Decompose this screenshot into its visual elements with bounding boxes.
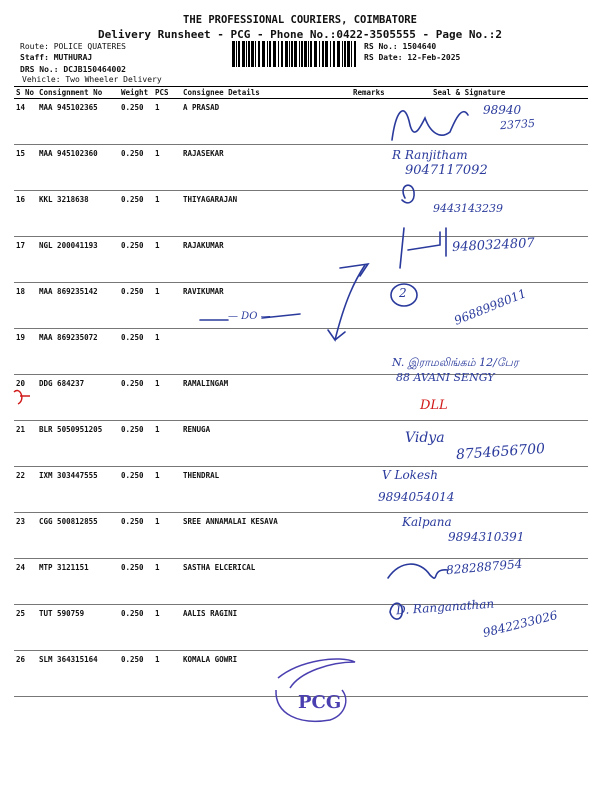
cell-consignee: AALIS RAGINI (181, 605, 351, 651)
cell-pcs: 1 (153, 329, 181, 375)
barcode-bar (238, 41, 240, 67)
barcode-bar (273, 41, 276, 67)
cell-sno: 21 (14, 421, 37, 467)
barcode-bar (278, 41, 279, 67)
cell-sno: 22 (14, 467, 37, 513)
cell-sno: 20 (14, 375, 37, 421)
cell-consignee (181, 329, 351, 375)
table-row (14, 145, 588, 191)
cell-remarks (351, 191, 411, 237)
barcode-bar (267, 41, 268, 67)
col-sno: S No (14, 87, 37, 99)
cell-consignment: NGL 200041193 (37, 237, 119, 283)
cell-consignment: MAA 869235142 (37, 283, 119, 329)
barcode-bar (269, 41, 271, 67)
cell-pcs: 1 (153, 375, 181, 421)
cell-pcs: 1 (153, 99, 181, 145)
cell-consignment: MAA 945102365 (37, 99, 119, 145)
barcode-bar (337, 41, 340, 67)
cell-consignment: BLR 5050951205 (37, 421, 119, 467)
hw-r22-name: Vidya (405, 430, 445, 446)
cell-weight: 0.250 (119, 513, 153, 559)
barcode-bar (325, 41, 328, 67)
cell-remarks (351, 421, 411, 467)
cell-remarks (351, 651, 411, 697)
cell-sno: 15 (14, 145, 37, 191)
cell-pcs: 1 (153, 559, 181, 605)
cell-sno: 17 (14, 237, 37, 283)
cell-pcs: 1 (153, 145, 181, 191)
company-name: THE PROFESSIONAL COURIERS, COIMBATORE (183, 14, 417, 26)
rs-number: RS No.: 1504640 (364, 42, 437, 51)
hw-r24-name: Kalpana (402, 515, 452, 529)
table-row (14, 467, 588, 513)
drs-number: DRS No.: DCJB150464002 (20, 65, 126, 74)
cell-weight: 0.250 (119, 421, 153, 467)
hw-r17-phone: 9480324807 (451, 235, 536, 256)
barcode-bar (255, 41, 256, 67)
hw-r16-phone: 9443143239 (433, 202, 503, 215)
cell-consignee: KOMALA GOWRI (181, 651, 351, 697)
cell-weight: 0.250 (119, 99, 153, 145)
cell-weight: 0.250 (119, 375, 153, 421)
cell-pcs: 1 (153, 467, 181, 513)
barcode-bar (344, 41, 346, 67)
cell-signature (411, 651, 588, 697)
hw-r22-phone: 8754656700 (455, 440, 546, 464)
cell-consignment: MAA 945102360 (37, 145, 119, 191)
cell-pcs: 1 (153, 421, 181, 467)
cell-remarks (351, 99, 411, 145)
hw-r19-ditto: — DO — (228, 311, 271, 322)
cell-consignee: A PRASAD (181, 99, 351, 145)
cell-sno: 16 (14, 191, 37, 237)
cell-weight: 0.250 (119, 559, 153, 605)
barcode-bar (236, 41, 237, 67)
runsheet-title: Delivery Runsheet - PCG - Phone No.:0422-3505555 - Page No.:2 (98, 28, 502, 41)
barcode-bar (289, 41, 290, 67)
cell-weight: 0.250 (119, 329, 153, 375)
table-header-row (14, 87, 588, 99)
barcode-bar (248, 41, 250, 67)
cell-pcs: 1 (153, 283, 181, 329)
cell-weight: 0.250 (119, 145, 153, 191)
cell-sno: 14 (14, 99, 37, 145)
cell-consignment: IXM 303447555 (37, 467, 119, 513)
hw-r18-mark: 2 (399, 286, 407, 300)
barcode (232, 41, 356, 67)
cell-remarks (351, 237, 411, 283)
barcode-bar (281, 41, 283, 67)
cell-consignee: RAJAKUMAR (181, 237, 351, 283)
barcode-bar (322, 41, 324, 67)
cell-consignee: RENUGA (181, 421, 351, 467)
barcode-bar (351, 41, 352, 67)
col-consignment: Consignment No (37, 87, 119, 99)
barcode-bar (251, 41, 254, 67)
hw-r24-phone: 9894310391 (448, 530, 525, 544)
cell-consignment: SLM 364315164 (37, 651, 119, 697)
cell-weight: 0.250 (119, 467, 153, 513)
cell-weight: 0.250 (119, 191, 153, 237)
hw-r15-phone: 9047117092 (405, 163, 488, 178)
cell-consignee: RAJASEKAR (181, 145, 351, 191)
col-weight: Weight (119, 87, 153, 99)
runsheet-table (14, 86, 588, 697)
barcode-bar (285, 41, 288, 67)
cell-weight: 0.250 (119, 283, 153, 329)
cell-sno: 19 (14, 329, 37, 375)
barcode-bar (246, 41, 247, 67)
barcode-bar (291, 41, 293, 67)
hw-r25-phone: 8282887954 (445, 556, 523, 578)
hw-r20-line2: 88 AVANI SENGY (396, 371, 495, 384)
barcode-bar (333, 41, 335, 67)
barcode-bar (347, 41, 350, 67)
barcode-bar (310, 41, 312, 67)
barcode-bar (294, 41, 297, 67)
barcode-bar (330, 41, 331, 67)
cell-remarks (351, 559, 411, 605)
barcode-bar (299, 41, 300, 67)
barcode-bar (308, 41, 309, 67)
cell-consignment: MTP 3121151 (37, 559, 119, 605)
cell-consignee: SREE ANNAMALAI KESAVA (181, 513, 351, 559)
barcode-bar (354, 41, 356, 67)
route-label: Route: POLICE QUATERES (20, 42, 126, 51)
hw-r15-name: R Ranjitham (392, 148, 468, 162)
hw-r26-name: D. Ranganathan (395, 596, 495, 618)
hw-r23-name: V Lokesh (382, 468, 438, 482)
cell-sno: 23 (14, 513, 37, 559)
rs-date: RS Date: 12-Feb-2025 (364, 53, 461, 62)
col-remarks: Remarks (351, 87, 411, 99)
hw-r21-mark: DLL (420, 398, 448, 413)
cell-consignee: RAMALINGAM (181, 375, 351, 421)
hw-r20-line1: N. இராமலிங்கம் 12/பேர (392, 356, 519, 369)
cell-sno: 24 (14, 559, 37, 605)
stamp-text: PCG (298, 692, 342, 713)
cell-consignee: SASTHA ELCERICAL (181, 559, 351, 605)
cell-consignee: THENDRAL (181, 467, 351, 513)
cell-consignee: RAVIKUMAR (181, 283, 351, 329)
staff-label: Staff: MUTHURAJ (20, 53, 93, 62)
hw-r26-phone: 9842233026 (481, 607, 559, 641)
cell-weight: 0.250 (119, 651, 153, 697)
barcode-bar (301, 41, 303, 67)
cell-weight: 0.250 (119, 605, 153, 651)
hw-r23-phone: 9894054014 (378, 490, 455, 504)
cell-pcs: 1 (153, 513, 181, 559)
barcode-bar (319, 41, 320, 67)
cell-sno: 18 (14, 283, 37, 329)
vehicle-label: Vehicle: Two Wheeler Delivery (22, 75, 162, 84)
cell-consignment: KKL 3218638 (37, 191, 119, 237)
barcode-bar (242, 41, 245, 67)
hw-r14-phone2: 23735 (499, 116, 536, 133)
cell-pcs: 1 (153, 191, 181, 237)
cell-consignment: DDG 684237 (37, 375, 119, 421)
cell-consignment: MAA 869235072 (37, 329, 119, 375)
table-row (14, 375, 588, 421)
col-signature: Seal & Signature (411, 87, 588, 99)
cell-consignment: TUT 590759 (37, 605, 119, 651)
cell-pcs: 1 (153, 237, 181, 283)
table-row (14, 651, 588, 697)
cell-pcs: 1 (153, 651, 181, 697)
barcode-bar (258, 41, 260, 67)
barcode-bar (314, 41, 317, 67)
cell-sno: 25 (14, 605, 37, 651)
cell-pcs: 1 (153, 605, 181, 651)
barcode-bar (232, 41, 235, 67)
cell-consignment: CGG 500812855 (37, 513, 119, 559)
hw-r19-phone: 9688998011 (452, 286, 529, 328)
col-pcs: PCS (153, 87, 181, 99)
col-consignee: Consignee Details (181, 87, 351, 99)
barcode-bar (262, 41, 265, 67)
cell-sno: 26 (14, 651, 37, 697)
hw-r14-phone1: 98940 (483, 103, 522, 117)
cell-consignee: THIYAGARAJAN (181, 191, 351, 237)
barcode-bar (304, 41, 307, 67)
cell-weight: 0.250 (119, 237, 153, 283)
barcode-bar (342, 41, 343, 67)
